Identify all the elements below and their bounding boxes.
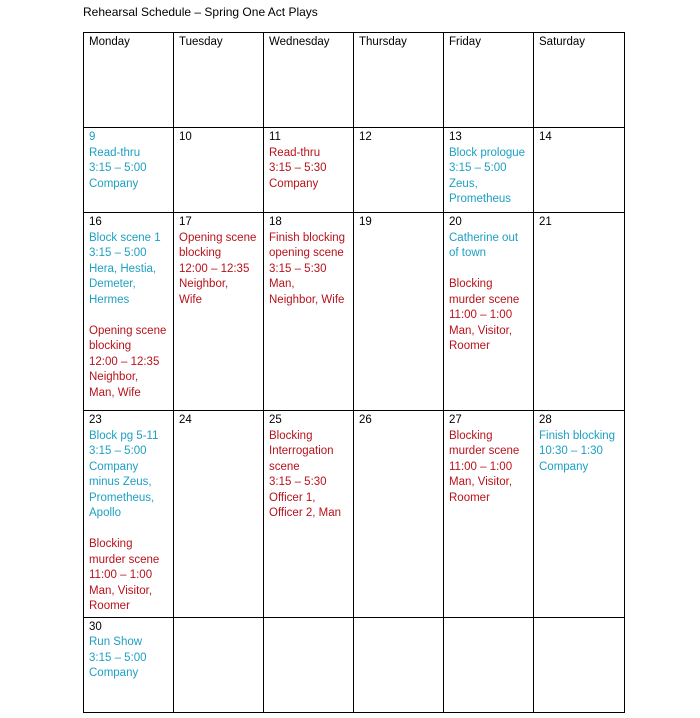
event-block	[269, 231, 348, 309]
event-block	[269, 146, 348, 193]
day-cell	[264, 128, 354, 213]
event-line: 3:15 – 5:00	[89, 445, 147, 457]
event-line: Company	[89, 177, 139, 190]
event-line: Man, Wife	[89, 386, 141, 399]
day-number: 16	[89, 216, 102, 228]
day-number: 23	[89, 414, 102, 426]
event-block	[449, 277, 528, 355]
day-cell	[264, 213, 354, 411]
day-cell	[174, 128, 264, 213]
event-block	[179, 231, 258, 309]
event-line: Run Show	[89, 636, 143, 648]
event-line: Read-thru	[89, 146, 141, 159]
event-line: Company	[89, 460, 139, 473]
event-line: opening scene	[269, 247, 344, 259]
event-block	[89, 146, 168, 193]
event-line: Neighbor,	[179, 278, 229, 290]
event-block	[449, 429, 528, 507]
event-line: Interrogation	[269, 445, 334, 457]
event-line: 11:00 – 1:00	[449, 460, 513, 473]
event-line: Man, Visitor,	[449, 324, 513, 337]
event-line: blocking	[89, 340, 132, 352]
event-line: minus Zeus,	[89, 476, 152, 488]
day-cell	[264, 617, 354, 712]
event-line: Finish blocking	[539, 429, 616, 442]
event-line: Block pg 5-11	[89, 429, 159, 442]
event-line: 3:15 – 5:00	[449, 162, 507, 174]
event-line: Company	[89, 667, 139, 679]
day-number: 26	[359, 414, 372, 426]
event-line: Company	[269, 177, 319, 190]
weekday-header: Tuesday	[174, 33, 264, 128]
day-number: 25	[269, 414, 282, 426]
event-line: Opening scene	[89, 324, 167, 337]
event-block	[269, 429, 348, 522]
event-line: 10:30 – 1:30	[539, 445, 603, 457]
day-cell	[534, 128, 625, 213]
day-number: 14	[539, 131, 552, 143]
day-cell	[174, 617, 264, 712]
event-line: Neighbor, Wife	[269, 293, 345, 306]
event-line: 3:15 – 5:30	[269, 162, 327, 174]
weekday-header: Saturday	[534, 33, 625, 128]
day-cell	[534, 213, 625, 411]
weekday-header: Friday	[444, 33, 534, 128]
event-block	[89, 537, 168, 615]
event-line: 3:15 – 5:00	[89, 162, 147, 174]
event-line: Hera, Hestia,	[89, 262, 157, 275]
week-row	[84, 128, 625, 213]
day-number: 13	[449, 131, 462, 143]
event-line: Prometheus	[449, 193, 512, 205]
event-line: Block prologue	[449, 146, 526, 159]
day-cell	[534, 411, 625, 618]
event-line: Neighbor,	[89, 371, 139, 383]
event-line: Officer 2, Man	[269, 507, 342, 519]
event-block	[89, 635, 168, 682]
weekday-header: Thursday	[354, 33, 444, 128]
event-line: Apollo	[89, 507, 121, 519]
event-line: Opening scene	[179, 231, 257, 244]
event-line: murder scene	[89, 553, 160, 566]
event-line: Prometheus,	[89, 491, 155, 504]
event-block	[89, 429, 168, 522]
event-line: scene	[269, 460, 300, 473]
page-title: Rehearsal Schedule – Spring One Act Plays	[83, 5, 318, 19]
event-line: 3:15 – 5:30	[269, 476, 327, 488]
event-line: 3:15 – 5:00	[89, 651, 147, 664]
event-line: of town	[449, 247, 487, 259]
event-line: Demeter,	[89, 278, 136, 290]
day-cell	[84, 213, 174, 411]
event-line: Zeus,	[449, 177, 478, 190]
day-number: 19	[359, 216, 372, 228]
event-line: Man, Visitor,	[89, 584, 153, 597]
day-cell	[354, 128, 444, 213]
event-line: Read-thru	[269, 146, 321, 159]
day-number: 17	[179, 216, 192, 228]
day-number: 9	[89, 131, 96, 143]
week-row	[84, 411, 625, 618]
day-number: 10	[179, 131, 192, 143]
weekday-header: Monday	[84, 33, 174, 128]
event-line: 12:00 – 12:35	[179, 262, 250, 275]
day-cell	[354, 213, 444, 411]
event-line: Blocking	[449, 278, 493, 290]
event-line: Catherine out	[449, 231, 519, 244]
event-line: 3:15 – 5:30	[269, 262, 327, 275]
day-number: 21	[539, 216, 552, 228]
day-cell	[174, 213, 264, 411]
event-line: blocking	[179, 247, 222, 259]
day-cell	[354, 617, 444, 712]
event-line: Blocking	[449, 429, 493, 442]
event-block	[539, 429, 619, 476]
day-cell	[534, 617, 625, 712]
event-block	[449, 231, 528, 262]
day-cell	[444, 213, 534, 411]
day-cell	[444, 411, 534, 618]
event-line: murder scene	[449, 445, 520, 457]
day-cell	[84, 411, 174, 618]
week-row	[84, 617, 625, 712]
event-line: Hermes	[89, 293, 130, 306]
day-number: 24	[179, 414, 192, 426]
event-line: Company	[539, 460, 589, 473]
event-line: murder scene	[449, 293, 520, 306]
event-line: Officer 1,	[269, 491, 316, 504]
day-number: 28	[539, 414, 552, 426]
weekday-header: Wednesday	[264, 33, 354, 128]
event-block	[89, 324, 168, 402]
event-line: Block scene 1	[89, 231, 161, 244]
event-line: 12:00 – 12:35	[89, 355, 160, 368]
event-line: Roomer	[449, 340, 490, 352]
event-line: 3:15 – 5:00	[89, 247, 147, 259]
day-cell	[174, 411, 264, 618]
day-number: 20	[449, 216, 462, 228]
event-line: Roomer	[89, 600, 130, 612]
day-number: 27	[449, 414, 462, 426]
day-cell	[264, 411, 354, 618]
event-line: 11:00 – 1:00	[89, 569, 153, 581]
day-cell	[444, 128, 534, 213]
event-line: Blocking	[269, 429, 313, 442]
day-number: 30	[89, 620, 102, 633]
day-number: 18	[269, 216, 282, 228]
week-row	[84, 213, 625, 411]
day-cell	[84, 128, 174, 213]
schedule-table	[83, 32, 625, 713]
event-line: Blocking	[89, 538, 133, 550]
day-cell	[84, 617, 174, 712]
event-line: Wife	[179, 293, 202, 306]
event-line: Roomer	[449, 491, 490, 504]
event-line: 11:00 – 1:00	[449, 309, 513, 321]
day-cell	[354, 411, 444, 618]
event-line: Man, Visitor,	[449, 476, 513, 488]
event-line: Man,	[269, 278, 295, 290]
event-block	[89, 231, 168, 309]
day-number: 12	[359, 131, 372, 143]
event-block	[449, 146, 528, 208]
day-cell	[444, 617, 534, 712]
event-line: Finish blocking	[269, 231, 346, 244]
weekday-header-row	[84, 33, 625, 128]
day-number: 11	[269, 131, 281, 143]
